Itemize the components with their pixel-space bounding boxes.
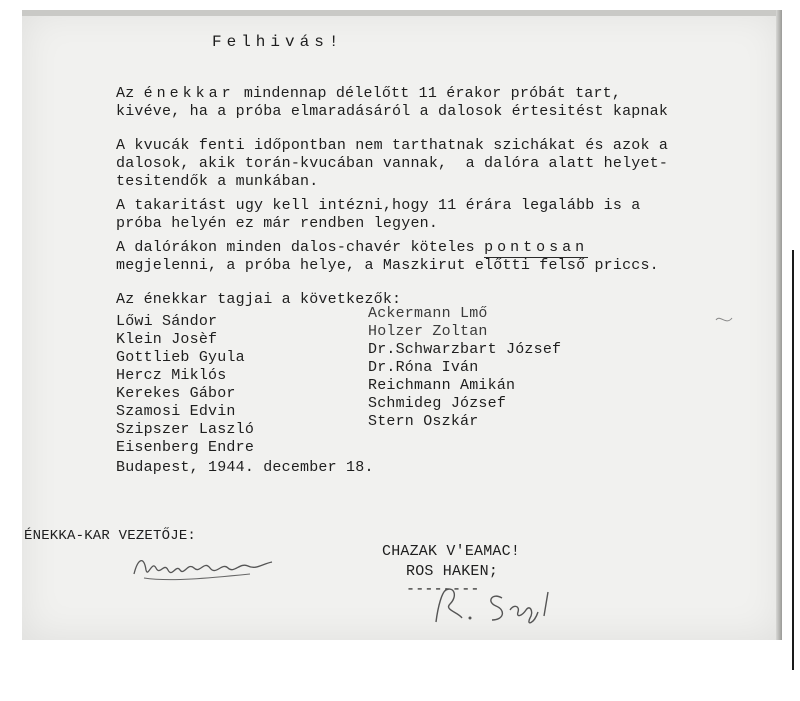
- p1-spaced-word: énekkar: [143, 85, 235, 102]
- paragraph-1-line-2: kivéve, ha a próba elmaradásáról a dalosok értesitést kapnak: [116, 103, 669, 120]
- scan-edge-mark: [792, 250, 794, 670]
- leader-label: ÉNEKKA-KAR VEZETŐJE:: [24, 528, 197, 544]
- paragraph-3-line-2: próba helyén ez már rendben legyen.: [116, 215, 439, 232]
- paragraph-2-line-2: dalosok, akik torán-kvucában vannak, a dalóra alatt helyet-: [116, 155, 669, 172]
- member-name: Reichmann Amikán: [368, 377, 516, 394]
- leader-signature: [130, 548, 280, 588]
- smudge-mark: [712, 310, 736, 330]
- member-name: Schmideg József: [368, 395, 507, 412]
- paragraph-4-line-1: [116, 240, 588, 256]
- member-name: Dr.Róna Iván: [368, 359, 479, 376]
- p4-spaced-underlined-word: pontosan: [484, 239, 589, 256]
- p4-part1: A dalórákon minden dalos-chavér köteles: [116, 239, 485, 256]
- member-name: Dr.Schwarzbart József: [368, 341, 562, 358]
- date-line: Budapest, 1944. december 18.: [116, 459, 374, 476]
- member-name: Klein Josèf: [116, 331, 218, 348]
- member-name: Holzer Zoltan: [368, 323, 488, 340]
- members-heading: Az énekkar tagjai a következők:: [116, 291, 402, 308]
- paragraph-2-line-3: tesitendők a munkában.: [116, 173, 319, 190]
- closing-signature: [422, 582, 572, 632]
- member-name: Kerekes Gábor: [116, 385, 236, 402]
- closing-dashes: --------: [406, 581, 480, 598]
- closing-line-1: CHAZAK V'EAMAC!: [382, 543, 521, 560]
- member-name: Eisenberg Endre: [116, 439, 255, 456]
- paragraph-4-line-2: megjelenni, a próba helye, a Maszkirut előtti felső priccs.: [116, 257, 659, 274]
- member-name: Gottlieb Gyula: [116, 349, 245, 366]
- member-name: Lőwi Sándor: [116, 313, 218, 330]
- member-name: Stern Oszkár: [368, 413, 479, 430]
- paragraph-1-line-1: [116, 86, 621, 102]
- scanned-document: [22, 10, 782, 640]
- page-title: Felhivás!: [212, 33, 344, 51]
- closing-line-2: ROS HAKEN;: [406, 563, 499, 580]
- member-name: Hercz Miklós: [116, 367, 227, 384]
- member-name: Szipszer Laszló: [116, 421, 255, 438]
- p1-part1: Az: [116, 85, 144, 102]
- member-name: Ackermann Lmő: [368, 305, 488, 322]
- p1-part2: mindennap délelőtt 11 érakor próbát tart,: [234, 85, 622, 102]
- paragraph-2-line-1: A kvucák fenti időpontban nem tarthatnak szichákat és azok a: [116, 137, 669, 154]
- paragraph-3-line-1: A takaritást ugy kell intézni,hogy 11 érára legalább is a: [116, 197, 641, 214]
- member-name: Szamosi Edvin: [116, 403, 236, 420]
